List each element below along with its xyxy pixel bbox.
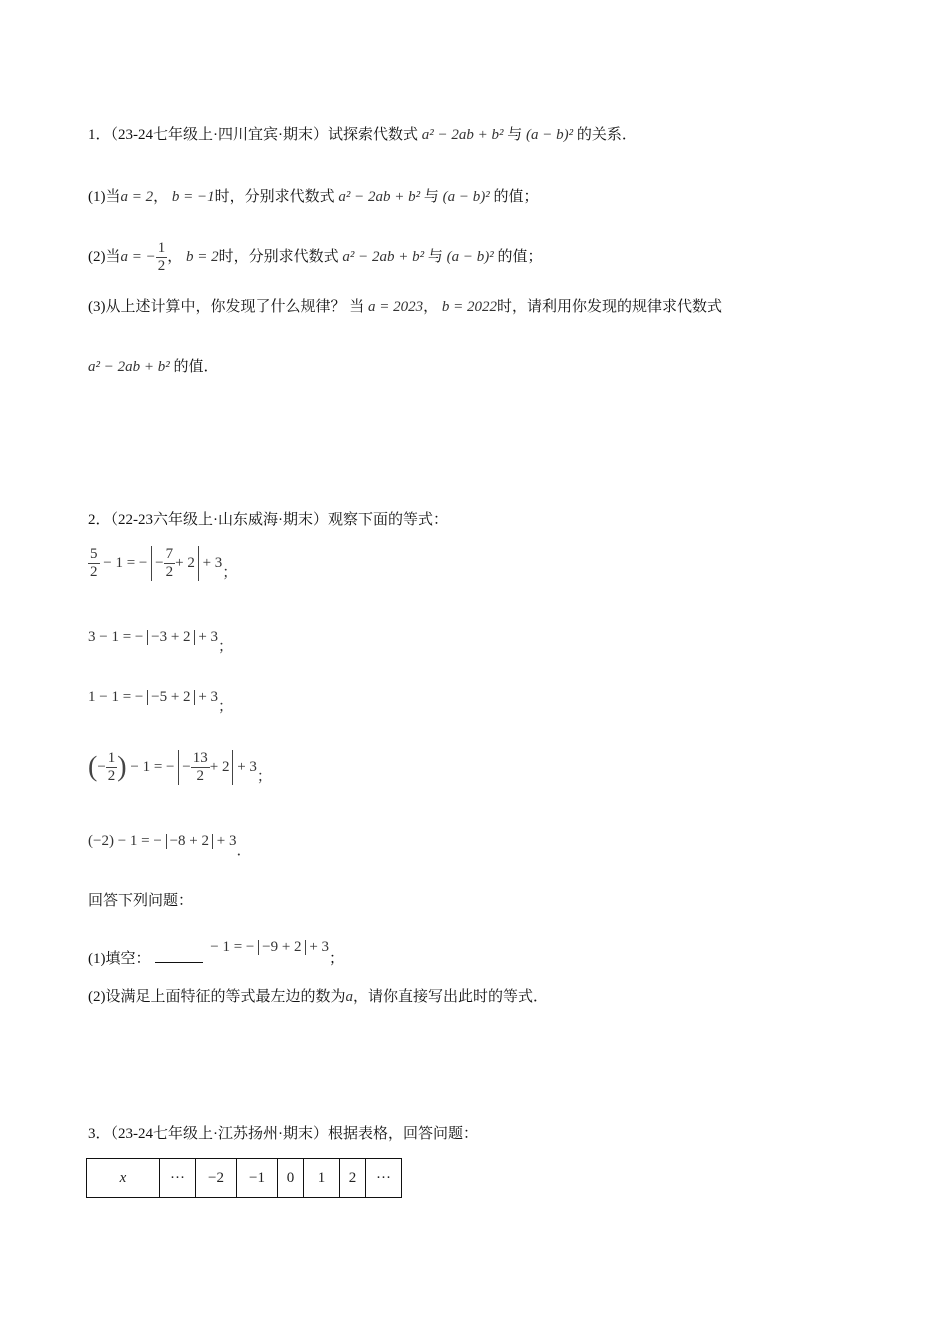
q2-p1-end: ； bbox=[329, 951, 345, 967]
q1-number: 1． bbox=[88, 127, 111, 143]
q2-p1-eq-tail: + 3 bbox=[309, 939, 330, 955]
q2-eq4-abs bbox=[178, 750, 233, 785]
q1-p2-frac-num: 1 bbox=[157, 240, 166, 256]
q3-source: （23-24七年级上·江苏扬州·期末） bbox=[110, 1126, 329, 1142]
q2-part1 bbox=[88, 940, 344, 967]
q1-part3-cont bbox=[88, 360, 219, 375]
q2-eq4-end: ； bbox=[256, 768, 272, 785]
table-row bbox=[87, 1159, 402, 1198]
q1-expr-a: a² − 2ab + b² bbox=[421, 127, 504, 143]
q2-eq1 bbox=[88, 546, 237, 581]
table-cell-ellipsis-left: ··· bbox=[160, 1159, 196, 1198]
q2-p2-text-a: (2)设满足上面特征的等式最左边的数为 bbox=[88, 989, 346, 1005]
q1-text-b: 的关系． bbox=[576, 127, 637, 143]
q2-eq4 bbox=[88, 750, 272, 785]
q1-p1-conj: 与 bbox=[423, 189, 439, 205]
q1-p2-text: 时，分别求代数式 bbox=[218, 248, 339, 265]
q2-p1-blank[interactable] bbox=[155, 962, 203, 963]
q1-p3-end: 的值． bbox=[173, 359, 219, 375]
table-cell-2: 2 bbox=[340, 1159, 366, 1198]
q2-p2-var: a bbox=[345, 989, 353, 1005]
q2-eq1-end: ； bbox=[222, 564, 238, 581]
comma: ， bbox=[153, 189, 169, 205]
q3-text: 根据表格，回答问题： bbox=[328, 1126, 479, 1142]
q1-p2-fraction bbox=[156, 240, 168, 275]
q2-eq1-frac bbox=[88, 546, 100, 581]
q2-eq4-tail: + 3 bbox=[237, 758, 257, 775]
q1-p3-b: b = 2022 bbox=[441, 299, 498, 315]
q1-p1-end: 的值； bbox=[493, 189, 539, 205]
q1-part1 bbox=[88, 190, 539, 205]
q2-p1-eq bbox=[210, 939, 329, 955]
q2-eq4-minus: − bbox=[97, 758, 106, 775]
q2-eq4-in-rest: + 2 bbox=[209, 758, 230, 775]
q2-eq2-tail: + 3 bbox=[198, 629, 219, 645]
q1-p2-a: a = − bbox=[120, 248, 156, 265]
q2-eq5 bbox=[88, 834, 251, 859]
q1-p2-frac-den: 2 bbox=[157, 258, 166, 274]
q2-eq4-in-frac bbox=[191, 750, 210, 785]
table-cell-0: 0 bbox=[278, 1159, 304, 1198]
q3-heading bbox=[88, 1127, 478, 1142]
table-cell-ellipsis-right: ··· bbox=[366, 1159, 402, 1198]
q2-eq2-abs: −3 + 2 bbox=[147, 630, 194, 645]
q2-heading bbox=[88, 513, 448, 528]
q1-p2-conj: 与 bbox=[427, 248, 443, 265]
q2-text: 观察下面的等式： bbox=[328, 512, 449, 528]
q2-eq3 bbox=[88, 690, 233, 715]
q1-p1-text: 时，分别求代数式 bbox=[214, 189, 335, 205]
q2-eq4-in-num: 13 bbox=[192, 750, 208, 766]
comma: ， bbox=[167, 248, 183, 265]
q2-eq4-rparen: ) bbox=[117, 751, 127, 783]
q2-eq3-abs: −5 + 2 bbox=[147, 690, 194, 705]
q1-source: （23-24七年级上·四川宜宾·期末） bbox=[110, 127, 329, 143]
q2-eq5-left: (−2) − 1 = − bbox=[88, 833, 162, 849]
q1-p3-text: 时，请利用你发现的规律求代数式 bbox=[497, 299, 723, 315]
q2-eq4-lparen: ( bbox=[88, 751, 98, 783]
q1-text-a: 试探索代数式 bbox=[328, 127, 419, 143]
q2-eq5-tail: + 3 bbox=[216, 833, 237, 849]
q1-p2-expr-a: a² − 2ab + b² bbox=[342, 248, 425, 265]
q2-eq2 bbox=[88, 630, 233, 655]
q1-p1-expr-a: a² − 2ab + b² bbox=[338, 189, 421, 205]
q1-p1-expr-b: (a − b)² bbox=[442, 189, 490, 205]
table-cell-x: x bbox=[87, 1159, 160, 1198]
q1-p2-expr-b: (a − b)² bbox=[446, 248, 494, 265]
q2-eq3-end: ； bbox=[218, 699, 234, 715]
table-cell-neg2: −2 bbox=[196, 1159, 237, 1198]
q2-eq2-left: 3 − 1 = − bbox=[88, 629, 144, 645]
q2-eq4-in-minus: − bbox=[182, 758, 191, 775]
q2-eq2-end: ； bbox=[218, 639, 234, 655]
table-cell-neg1: −1 bbox=[237, 1159, 278, 1198]
q2-eq4-num: 1 bbox=[107, 750, 116, 766]
q1-p3-label: (3)从上述计算中，你发现了什么规律？ 当 bbox=[88, 299, 365, 315]
q2-eq1-in-rest: + 2 bbox=[175, 554, 195, 571]
q1-p1-a: a = 2 bbox=[120, 189, 154, 205]
q1-part2 bbox=[88, 240, 543, 275]
q1-p2-b: b = 2 bbox=[186, 248, 219, 265]
q1-p2-end: 的值； bbox=[497, 248, 543, 265]
q2-eq4-in-den: 2 bbox=[196, 768, 204, 784]
q2-answer-prompt: 回答下列问题： bbox=[88, 893, 194, 909]
q2-eq4-frac bbox=[106, 750, 118, 785]
q1-part3 bbox=[88, 300, 722, 315]
q1-expr-b: (a − b)² bbox=[526, 127, 574, 143]
q2-p1-eq-left: − 1 = − bbox=[210, 939, 255, 955]
q2-p1-eq-abs: −9 + 2 bbox=[258, 940, 305, 955]
q2-eq1-tail: + 3 bbox=[202, 554, 223, 571]
q3-table bbox=[86, 1158, 402, 1198]
q2-p1-label: (1)填空： bbox=[88, 951, 151, 967]
q2-eq1-in-frac bbox=[164, 546, 176, 581]
q2-eq1-den: 2 bbox=[90, 564, 98, 580]
q2-part2 bbox=[88, 990, 548, 1005]
table-cell-1: 1 bbox=[304, 1159, 340, 1198]
q1-p3-a: a = 2023 bbox=[368, 299, 424, 315]
q2-eq1-mid: − 1 = − bbox=[103, 554, 148, 571]
q2-eq1-in-den: 2 bbox=[165, 564, 174, 580]
q2-eq1-abs: − $\frac{7}{2}$ + 2 bbox=[151, 546, 199, 581]
q2-eq3-left: 1 − 1 = − bbox=[88, 689, 144, 705]
q2-p2-text-b: ，请你直接写出此时的等式． bbox=[353, 989, 549, 1005]
q2-eq4-den: 2 bbox=[107, 768, 116, 784]
q2-number: 2． bbox=[88, 512, 111, 528]
q1-p3-expr: a² − 2ab + b² bbox=[88, 359, 170, 375]
comma: ， bbox=[423, 299, 439, 315]
q1-p1-b: b = −1 bbox=[171, 189, 215, 205]
q2-eq5-abs: −8 + 2 bbox=[166, 834, 213, 849]
q1-p2-label: (2)当 bbox=[88, 248, 121, 265]
q2-eq1-num: 5 bbox=[90, 546, 98, 562]
q1-conj: 与 bbox=[507, 127, 523, 143]
q2-source: （22-23六年级上·山东威海·期末） bbox=[110, 512, 329, 528]
q1-p1-label: (1)当 bbox=[88, 189, 121, 205]
q3-number: 3． bbox=[88, 1126, 111, 1142]
q2-eq5-end: ． bbox=[236, 843, 252, 859]
q2-eq1-in-num: 7 bbox=[165, 546, 174, 562]
q2-eq3-tail: + 3 bbox=[198, 689, 219, 705]
q2-eq4-mid: − 1 = − bbox=[130, 758, 175, 775]
q1-heading bbox=[88, 128, 637, 143]
